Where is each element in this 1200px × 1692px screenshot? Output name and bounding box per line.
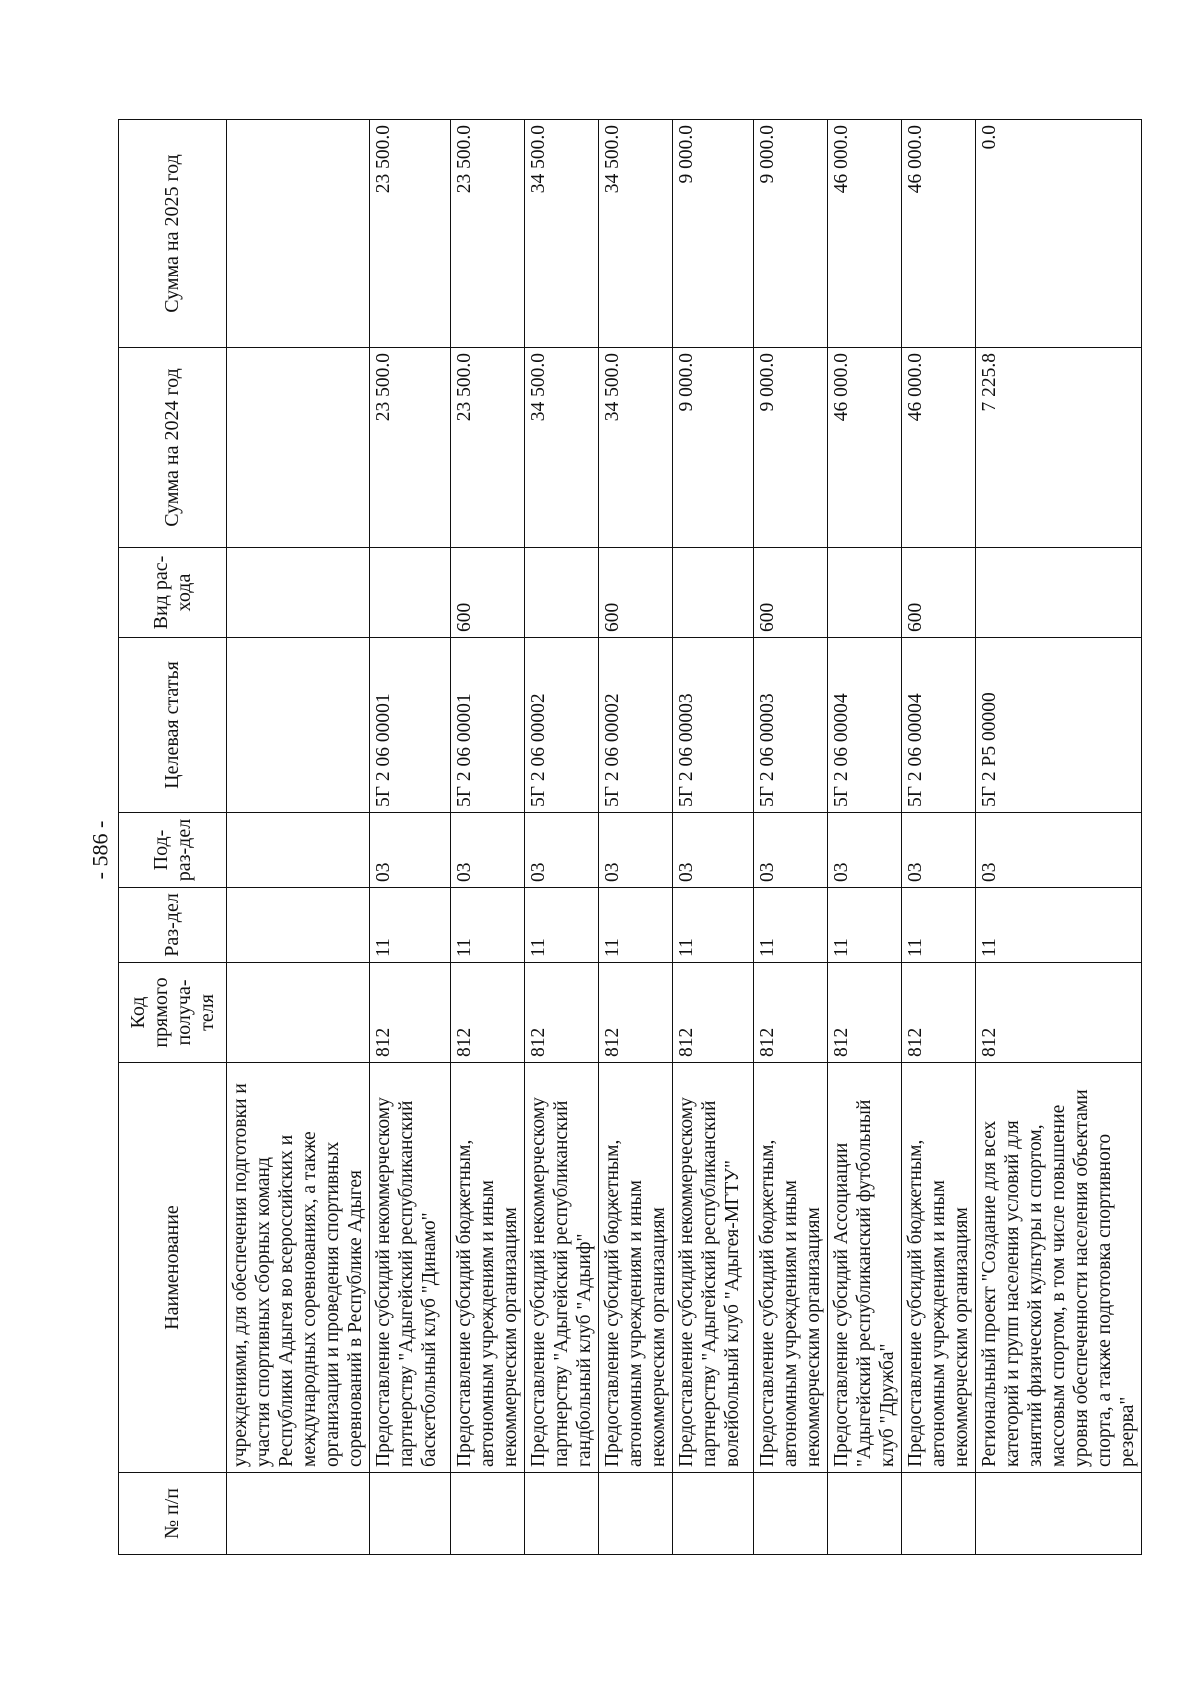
cell-name: Предоставление субсидий бюджетным, автономным учреждениям и иным некоммерческим организациям xyxy=(754,1063,828,1473)
cell-name: Региональный проект "Создание для всех категорий и групп населения условий для занятий физической культуры и спортом, массовым спортом, в том числе повышение уровня обеспеченности населения объектами спорта, а также подготовка спортивного резерва" xyxy=(976,1063,1142,1473)
header-subsection: Под-раз-дел xyxy=(119,813,227,888)
cell-expense xyxy=(370,548,451,638)
cell-recipient: 812 xyxy=(370,963,451,1063)
cell-section: 11 xyxy=(902,888,976,963)
cell-section xyxy=(227,888,370,963)
budget-table xyxy=(118,119,1142,1555)
cell-section: 11 xyxy=(673,888,754,963)
table-row xyxy=(599,120,673,1555)
cell-name: Предоставление субсидий бюджетным, автономным учреждениям и иным некоммерческим организациям xyxy=(902,1063,976,1473)
cell-sum-2024: 9 000.0 xyxy=(673,348,754,548)
cell-section: 11 xyxy=(525,888,599,963)
cell-sum-2025 xyxy=(227,120,370,348)
table-row xyxy=(828,120,902,1555)
cell-section: 11 xyxy=(370,888,451,963)
cell-sum-2025: 23 500.0 xyxy=(370,120,451,348)
cell-num xyxy=(976,1473,1142,1555)
page-number-text: - 586 - xyxy=(87,820,112,880)
cell-recipient: 812 xyxy=(451,963,525,1063)
cell-sum-2024: 23 500.0 xyxy=(370,348,451,548)
cell-subsection: 03 xyxy=(673,813,754,888)
cell-sum-2024: 9 000.0 xyxy=(754,348,828,548)
cell-expense xyxy=(976,548,1142,638)
cell-expense: 600 xyxy=(599,548,673,638)
cell-num xyxy=(525,1473,599,1555)
cell-subsection: 03 xyxy=(525,813,599,888)
table-row xyxy=(370,120,451,1555)
cell-num xyxy=(902,1473,976,1555)
table-row xyxy=(451,120,525,1555)
cell-num xyxy=(451,1473,525,1555)
cell-sum-2025: 46 000.0 xyxy=(828,120,902,348)
cell-name: Предоставление субсидий бюджетным, автономным учреждениям и иным некоммерческим организациям xyxy=(451,1063,525,1473)
cell-expense xyxy=(227,548,370,638)
cell-num xyxy=(227,1473,370,1555)
cell-sum-2025: 0.0 xyxy=(976,120,1142,348)
header-sum-2024: Сумма на 2024 год xyxy=(119,348,227,548)
cell-num xyxy=(599,1473,673,1555)
header-recipient: Код прямого получа-теля xyxy=(119,963,227,1063)
cell-sum-2024: 46 000.0 xyxy=(828,348,902,548)
cell-name: Предоставление субсидий некоммерческому партнерству "Адыгейский республиканский гандбольный клуб "Адыиф" xyxy=(525,1063,599,1473)
cell-recipient: 812 xyxy=(828,963,902,1063)
cell-target: 5Г 2 06 00002 xyxy=(599,638,673,813)
cell-target: 5Г 2 06 00003 xyxy=(673,638,754,813)
cell-name: Предоставление субсидий некоммерческому партнерству "Адыгейский республиканский волейбольный клуб "Адыгея-МГТУ" xyxy=(673,1063,754,1473)
cell-expense xyxy=(525,548,599,638)
cell-sum-2024 xyxy=(227,348,370,548)
cell-section: 11 xyxy=(599,888,673,963)
cell-target: 5Г 2 06 00001 xyxy=(451,638,525,813)
cell-expense: 600 xyxy=(754,548,828,638)
cell-sum-2024: 7 225.8 xyxy=(976,348,1142,548)
cell-num xyxy=(828,1473,902,1555)
cell-name: Предоставление субсидий бюджетным, автономным учреждениям и иным некоммерческим организациям xyxy=(599,1063,673,1473)
cell-target: 5Г 2 06 00004 xyxy=(828,638,902,813)
cell-sum-2025: 46 000.0 xyxy=(902,120,976,348)
cell-recipient: 812 xyxy=(673,963,754,1063)
cell-recipient: 812 xyxy=(902,963,976,1063)
cell-sum-2025: 23 500.0 xyxy=(451,120,525,348)
table-row xyxy=(902,120,976,1555)
header-section: Раз-дел xyxy=(119,888,227,963)
cell-recipient: 812 xyxy=(976,963,1142,1063)
cell-sum-2024: 34 500.0 xyxy=(599,348,673,548)
cell-target: 5Г 2 06 00003 xyxy=(754,638,828,813)
cell-name: учреждениями, для обеспечения подготовки и участия спортивных сборных команд Республики Адыгея во всероссийских и международных соревнованиях, а также организации и проведения спортивных соревнований в Республике Адыгея xyxy=(227,1063,370,1473)
cell-section: 11 xyxy=(976,888,1142,963)
cell-section: 11 xyxy=(451,888,525,963)
table-row xyxy=(525,120,599,1555)
cell-subsection: 03 xyxy=(902,813,976,888)
table-body xyxy=(227,120,1142,1555)
page-number xyxy=(80,810,120,890)
cell-target: 5Г 2 06 00001 xyxy=(370,638,451,813)
rotated-table-container xyxy=(118,120,1138,1555)
header-num: № п/п xyxy=(119,1473,227,1555)
cell-recipient: 812 xyxy=(599,963,673,1063)
header-name: Наименование xyxy=(119,1063,227,1473)
cell-expense xyxy=(673,548,754,638)
cell-subsection: 03 xyxy=(451,813,525,888)
cell-expense: 600 xyxy=(902,548,976,638)
header-sum-2025: Сумма на 2025 год xyxy=(119,120,227,348)
cell-target: 5Г 2 06 00004 xyxy=(902,638,976,813)
cell-recipient xyxy=(227,963,370,1063)
cell-sum-2024: 23 500.0 xyxy=(451,348,525,548)
cell-num xyxy=(673,1473,754,1555)
cell-recipient: 812 xyxy=(525,963,599,1063)
cell-recipient: 812 xyxy=(754,963,828,1063)
header-target: Целевая статья xyxy=(119,638,227,813)
cell-sum-2025: 34 500.0 xyxy=(525,120,599,348)
cell-subsection: 03 xyxy=(754,813,828,888)
cell-subsection: 03 xyxy=(976,813,1142,888)
cell-sum-2024: 34 500.0 xyxy=(525,348,599,548)
cell-subsection: 03 xyxy=(599,813,673,888)
cell-target xyxy=(227,638,370,813)
cell-num xyxy=(754,1473,828,1555)
cell-section: 11 xyxy=(754,888,828,963)
cell-expense xyxy=(828,548,902,638)
cell-name: Предоставление субсидий Ассоциации "Адыгейский республиканский футбольный клуб "Дружба" xyxy=(828,1063,902,1473)
cell-name: Предоставление субсидий некоммерческому партнерству "Адыгейский республиканский баскетбольный клуб "Динамо" xyxy=(370,1063,451,1473)
cell-section: 11 xyxy=(828,888,902,963)
cell-sum-2025: 9 000.0 xyxy=(673,120,754,348)
cell-num xyxy=(370,1473,451,1555)
table-header xyxy=(119,120,227,1555)
cell-expense: 600 xyxy=(451,548,525,638)
cell-subsection: 03 xyxy=(828,813,902,888)
cell-target: 5Г 2 Р5 00000 xyxy=(976,638,1142,813)
table-row xyxy=(754,120,828,1555)
table-row xyxy=(976,120,1142,1555)
cell-subsection xyxy=(227,813,370,888)
cell-sum-2025: 9 000.0 xyxy=(754,120,828,348)
cell-sum-2024: 46 000.0 xyxy=(902,348,976,548)
table-row xyxy=(227,120,370,1555)
table-row xyxy=(673,120,754,1555)
header-row xyxy=(119,120,227,1555)
header-expense: Вид рас-хода xyxy=(119,548,227,638)
cell-target: 5Г 2 06 00002 xyxy=(525,638,599,813)
cell-sum-2025: 34 500.0 xyxy=(599,120,673,348)
cell-subsection: 03 xyxy=(370,813,451,888)
